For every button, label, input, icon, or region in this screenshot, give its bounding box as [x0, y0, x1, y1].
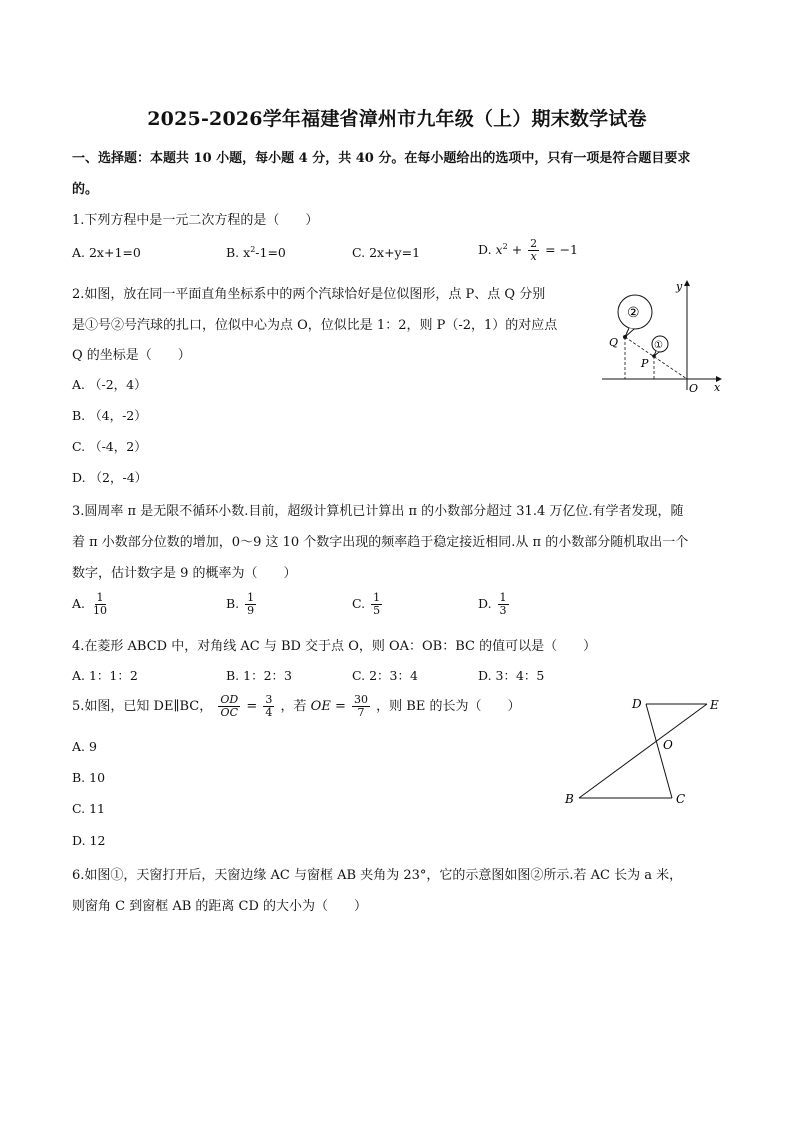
exam-title: 2025-2026学年福建省漳州市九年级（上）期末数学试卷 [147, 108, 647, 130]
q2-option-d: D. （2，-4） [72, 470, 148, 485]
section-instructions-line1: 一、选择题：本题共 10 小题，每小题 4 分，共 40 分。在每小题给出的选项中，只有一项是符合题目要求 [72, 151, 691, 166]
q5-option-a: A. 9 [72, 739, 97, 754]
q1-stem: 1.下列方程中是一元二次方程的是（ ） [72, 213, 319, 228]
q2-stem-line2: 是①号②号汽球的扎口，位似中心为点 O，位似比是 1：2，则 P（-2，1）的对应点 [72, 318, 558, 333]
q4-stem: 4.在菱形 ABCD 中，对角线 AC 与 BD 交于点 O，则 OA：OB：BC 的值可以是（ ） [72, 639, 597, 654]
q5-stem: 5.如图，已知 DE∥BC， $\frac{OD}{OC}$ = $\frac{3}{4}$ ，若 OE = $\frac{30}{7}$ ，则 BE 的长为（ ） [72, 693, 521, 719]
q4-option-d: D. 3：4：5 [478, 668, 545, 683]
q3-option-a: A. $\frac{1}{10}$ [72, 591, 107, 617]
point-q [623, 335, 627, 339]
q3-option-b: B. $\frac{1}{9}$ [226, 591, 255, 617]
q1-option-b: B. $x^2-1=0$ [226, 245, 286, 261]
point-q-label: Q [609, 336, 619, 349]
q1-option-a: A. 2x+1=0 [72, 245, 141, 260]
q4-option-a: A. 1：1：2 [72, 668, 138, 683]
q3-option-c: C. $\frac{1}{5}$ [352, 591, 381, 617]
point-p [652, 354, 656, 358]
label-b: B [565, 792, 574, 806]
q5-parallel-figure [560, 692, 730, 808]
q3-stem-line1: 3.圆周率 π 是无限不循环小数.目前，超级计算机已计算出 π 的小数部分超过 31.4 万亿位.有学者发现，随 [72, 504, 684, 519]
label-o: O [663, 738, 673, 752]
q3-stem-line3: 数字，估计数字是 9 的概率为（ ） [72, 566, 297, 581]
q6-stem-line2: 则窗角 C 到窗框 AB 的距离 CD 的大小为（ ） [72, 899, 368, 914]
q2-balloon-figure [598, 278, 728, 398]
q2-option-c: C. （-4，2） [72, 439, 147, 454]
q5-option-b: B. 10 [72, 770, 106, 785]
q1-option-c: C. 2x+y=1 [352, 245, 421, 260]
q5-option-c: C. 11 [72, 801, 105, 816]
q4-option-b: B. 1：2：3 [226, 668, 292, 683]
q2-stem-line3: Q 的坐标是（ ） [72, 348, 191, 363]
x-axis-label: x [714, 381, 721, 394]
q3-option-d: D. $\frac{1}{3}$ [478, 591, 507, 617]
origin-label: O [689, 382, 699, 395]
label-d: D [632, 697, 642, 711]
q6-stem-line1: 6.如图①，天窗打开后，天窗边缘 AC 与窗框 AB 夹角为 23°，它的示意图如图②所示.若 AC 长为 a 米， [72, 868, 683, 883]
q4-option-c: C. 2：3：4 [352, 668, 418, 683]
q2-option-a: A. （-2，4） [72, 377, 147, 392]
label-e: E [710, 698, 719, 712]
y-axis-label: y [676, 280, 683, 293]
label-c: C [676, 792, 686, 806]
segment-eb [579, 704, 707, 798]
balloon-1-label: ① [654, 340, 663, 351]
q2-option-b: B. （4，-2） [72, 408, 147, 423]
q3-stem-line2: 着 π 小数部分位数的增加，0～9 这 10 个数字出现的频率趋于稳定接近相同.从 π 的小数部分随机取出一个 [72, 535, 689, 550]
section-instructions-line2: 的。 [72, 182, 99, 197]
point-p-label: P [641, 357, 649, 370]
q1-option-d: D. $x^2$ + $\frac{2}{x}$ = −1 [478, 237, 579, 263]
q5-option-d: D. 12 [72, 833, 106, 848]
q2-stem-line1: 2.如图，放在同一平面直角坐标系中的两个汽球恰好是位似图形，点 P、点 Q 分别 [72, 287, 546, 302]
balloon-2-label: ② [627, 305, 640, 321]
